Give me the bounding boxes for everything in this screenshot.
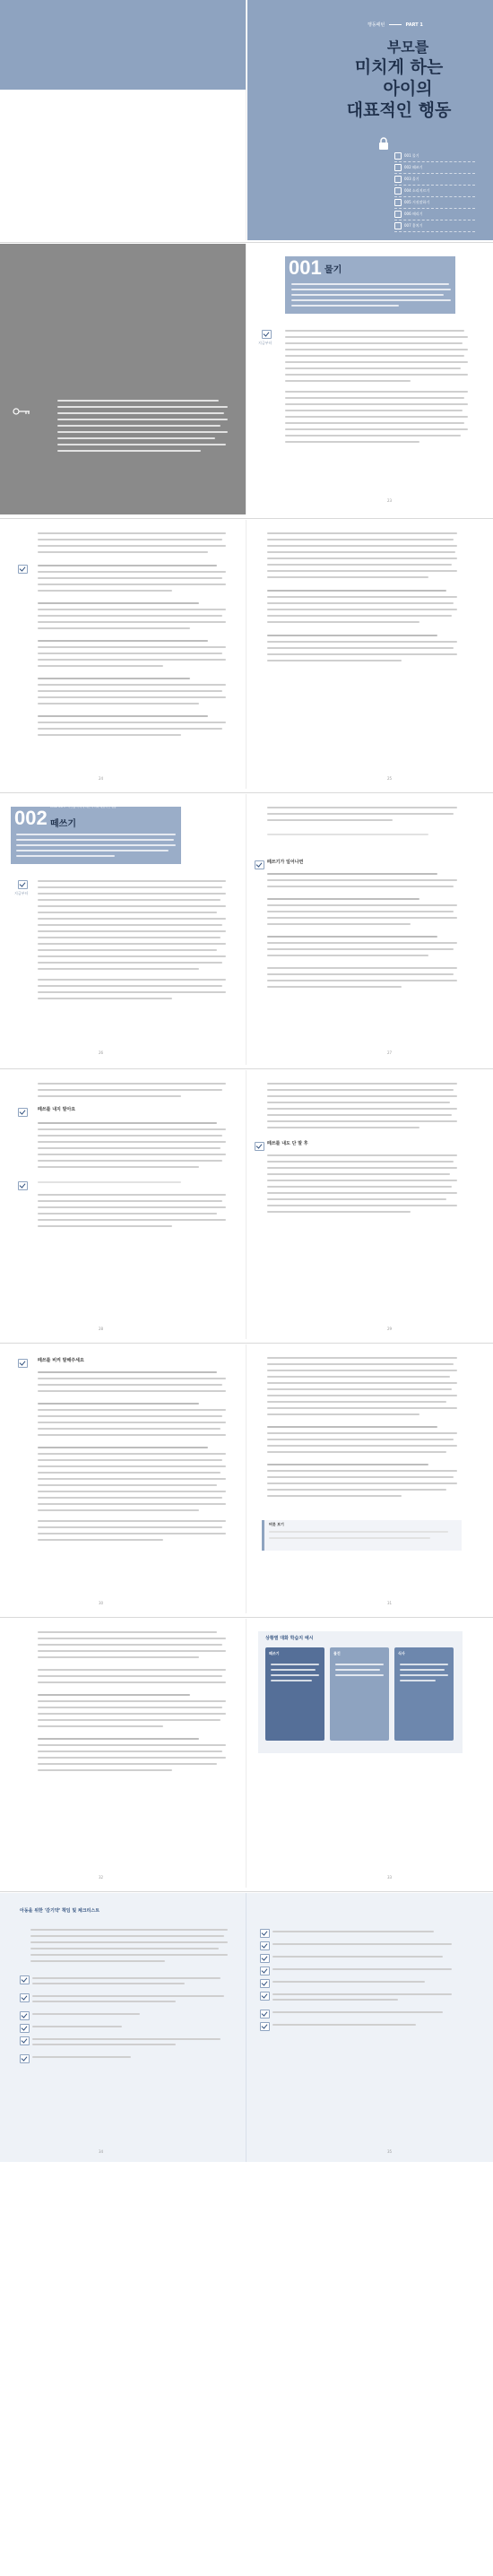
- part-tag: 행동패턴: [368, 22, 385, 28]
- page-number: 33: [387, 1875, 393, 1880]
- illustration-heading: 상황별 대화 학습지 예시: [265, 1636, 314, 1641]
- checklist-checkbox[interactable]: [260, 2022, 270, 2031]
- page-number: 32: [99, 1875, 104, 1880]
- bottom-strip: [0, 2162, 493, 2576]
- illustration-col-label: 물건: [333, 1651, 341, 1655]
- cover-title-line4: 대표적인 행동: [346, 100, 452, 120]
- checklist-spread: [0, 1893, 493, 2162]
- checklist-checkbox[interactable]: [20, 2036, 30, 2045]
- checklist-checkbox[interactable]: [20, 1975, 30, 1984]
- section-heading: 떼쓰를 비켜 말해주세요: [38, 1358, 84, 1363]
- cover-menu-item: 004 소리지르기: [394, 186, 475, 197]
- tip-box: [262, 1520, 462, 1551]
- body-spread-1: [0, 520, 493, 789]
- checklist-checkbox[interactable]: [260, 1929, 270, 1938]
- section-heading: 떼쓰기가 일어나면: [267, 860, 304, 865]
- chapter-title: 물기: [324, 265, 342, 275]
- checklist-title: 아동을 위한 '감기약' 책임 및 체크리스트: [20, 1908, 100, 1914]
- tip-box-heading: 버릇 보기: [269, 1522, 284, 1526]
- chapter-check-icon: [262, 330, 272, 339]
- page-number: 35: [387, 2149, 393, 2154]
- page-number: 25: [387, 776, 393, 781]
- cover-lower-left: [0, 90, 493, 240]
- part-label: [368, 22, 423, 28]
- cover-menu-item: 005 거짓말하기: [394, 197, 475, 209]
- cover-menu-item: 007 훔치기: [394, 220, 475, 232]
- checklist-checkbox[interactable]: [260, 1941, 270, 1950]
- cover-menu-item: 001 물기: [394, 151, 475, 162]
- section-heading: 떼쓰를 내도 단 말 후: [267, 1141, 308, 1146]
- checklist-checkbox[interactable]: [20, 2024, 30, 2033]
- part-number: PART 1: [405, 22, 423, 28]
- chapter-kicker: CHAPTER 1 · 부모를 미치게 하는 아이의 대표적인 행동: [50, 805, 117, 808]
- page-number: 27: [387, 1050, 393, 1055]
- checklist-checkbox[interactable]: [260, 1992, 270, 2001]
- illustration-card: [394, 1647, 454, 1741]
- side-note: 지금부터: [258, 341, 272, 345]
- page-number: 30: [99, 1601, 104, 1605]
- illustration-col-label: 떼쓰기: [269, 1651, 280, 1655]
- page-number: 28: [99, 1327, 104, 1331]
- chapter-number: 002: [14, 807, 48, 829]
- illustration-card: [330, 1647, 389, 1741]
- body-spread-4: [0, 1619, 493, 1888]
- checklist-checkbox[interactable]: [20, 2054, 30, 2063]
- chapter-number: 001: [289, 256, 322, 279]
- checklist-checkbox[interactable]: [260, 2010, 270, 2018]
- body-spread-3: [0, 1344, 493, 1613]
- chapter-001-spread: [0, 244, 493, 514]
- illustration-col-label: 식사: [398, 1651, 405, 1655]
- checklist-checkbox[interactable]: [260, 1954, 270, 1963]
- cover-title-line2: 미치게 하는: [354, 57, 444, 77]
- checklist-checkbox[interactable]: [260, 1979, 270, 1988]
- checklist-checkbox[interactable]: [260, 1967, 270, 1975]
- chapter-kicker: CHAPTER 1 · 부모를 미치게 하는 아이의 대표적인 행동: [324, 253, 391, 256]
- page-number: 23: [387, 498, 393, 503]
- chapter-002-spread: [0, 794, 493, 1065]
- page-number: 29: [387, 1327, 393, 1331]
- section-heading: 떼쓰를 내지 말아요: [38, 1107, 76, 1112]
- cover-menu-item: 003 울기: [394, 174, 475, 186]
- page-number: 26: [99, 1050, 104, 1055]
- checklist-checkbox[interactable]: [20, 1993, 30, 2002]
- cover-menu-item: 006 때리기: [394, 209, 475, 220]
- chapter-title: 떼쓰기: [50, 819, 76, 829]
- chapter-left-gray-block: [0, 244, 246, 514]
- cover-menu-item: 002 떼쓰기: [394, 162, 475, 174]
- page-number: 31: [387, 1601, 393, 1605]
- cover-title-line1: 부모를: [386, 39, 429, 56]
- illustration-card: [265, 1647, 324, 1741]
- side-note: 지금부터: [14, 891, 29, 895]
- cover-title-line3: 아이의: [383, 79, 433, 99]
- key-icon: [13, 402, 30, 419]
- body-spread-2: [0, 1070, 493, 1339]
- checklist-checkbox[interactable]: [20, 2011, 30, 2020]
- page-number: 24: [99, 776, 104, 781]
- page-number: 34: [99, 2149, 104, 2154]
